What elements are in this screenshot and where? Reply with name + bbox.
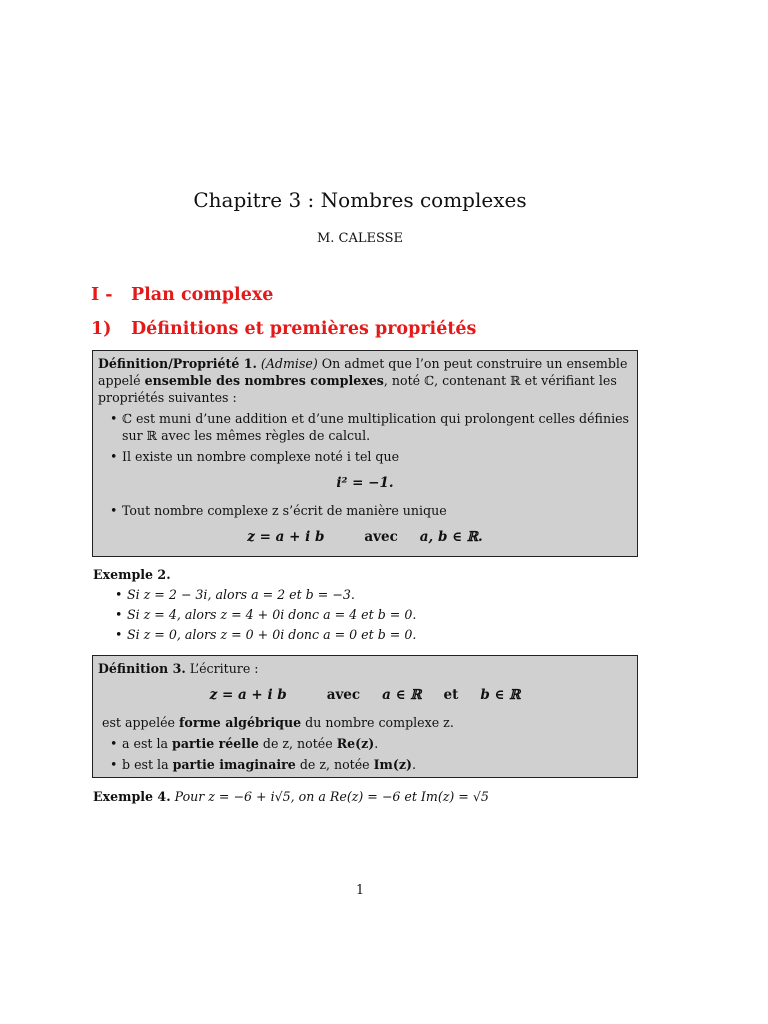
section-heading-1 [91,285,273,305]
definition-box-1 [92,350,638,557]
part-list [98,735,632,773]
example-heading: Exemple 2. [93,567,171,582]
list-text: de z, notée [295,757,374,772]
formula-part: avec [364,529,398,545]
list-item: • b est la partie imaginaire de z, notée Im(z). [122,756,632,773]
example-text: Pour z = −6 + i√5, on a Re(z) = −6 et Im(z) = √5 [174,789,489,804]
admise-note: (Admise) [260,356,318,371]
notation: Im(z) [373,757,412,772]
section-number: I - [91,285,113,305]
list-text: b est la [122,757,173,772]
list-item: • Si z = 4, alors z = 4 + 0i donc a = 4 et b = 0. [127,606,653,623]
formula-algebraic-form [98,687,632,704]
list-item: • Tout nombre complexe z s’écrit de manière unique [122,502,632,519]
list-item: • ℂ est muni d’une addition et d’une multiplication qui prolongent celles définies sur ℝ avec les mêmes règles de calcul. [122,410,632,444]
definition-text [98,714,632,731]
definition-heading: Définition 3. [98,661,186,676]
definition-text: On admet que l’on peut construire un ensemble appelé [98,356,628,388]
definition-text: , noté ℂ, contenant ℝ et vérifiant les propriétés suivantes : [98,373,617,405]
example-heading: Exemple 4. [93,789,171,804]
property-list [98,410,632,465]
definition-text: du nombre complexe z. [301,715,454,730]
notation: Re(z) [336,736,375,751]
formula-part: b ∈ ℝ [480,687,521,703]
definition-term: partie réelle [172,736,259,751]
definition-text: L’écriture : [185,661,259,676]
formula-part: avec [326,687,361,703]
formula-part: a, b ∈ ℝ. [419,529,483,545]
formula-part: z = a + i b [209,687,287,703]
definition-term: forme algébrique [179,715,302,730]
definition-text: est appelée [102,715,180,730]
list-item: • Il existe un nombre complexe noté i tel que [122,448,632,465]
subsection-label: Définitions et premières propriétés [131,319,477,339]
definition-intro [98,355,632,406]
example-2 [93,566,653,646]
list-text: de z, notée [258,736,337,751]
example-4 [93,788,653,805]
formula-algebraic [98,529,632,546]
formula-part: a ∈ ℝ [382,687,422,703]
definition-heading: Définition/Propriété 1. [98,356,257,371]
page-number: 1 [355,882,364,897]
page-title: Chapitre 3 : Nombres complexes [193,188,527,212]
definition-box-3 [92,655,638,778]
example-list [93,586,653,643]
formula-i-squared: i² = −1. [336,475,394,491]
author: M. CALESSE [316,231,404,246]
definition-term: ensemble des nombres complexes [144,373,384,388]
subsection-heading-1 [91,319,476,339]
formula-part: et [443,687,459,703]
definition-term: partie imaginaire [172,757,296,772]
formula-part: z = a + i b [247,529,325,545]
subsection-number: 1) [91,319,112,339]
list-item: • a est la partie réelle de z, notée Re(z). [122,735,632,752]
list-text: a est la [122,736,173,751]
section-label: Plan complexe [131,285,274,305]
list-item: • Si z = 0, alors z = 0 + 0i donc a = 0 et b = 0. [127,626,653,643]
definition-intro [98,660,632,677]
property-list [98,502,632,519]
list-item: • Si z = 2 − 3i, alors a = 2 et b = −3. [127,586,653,603]
